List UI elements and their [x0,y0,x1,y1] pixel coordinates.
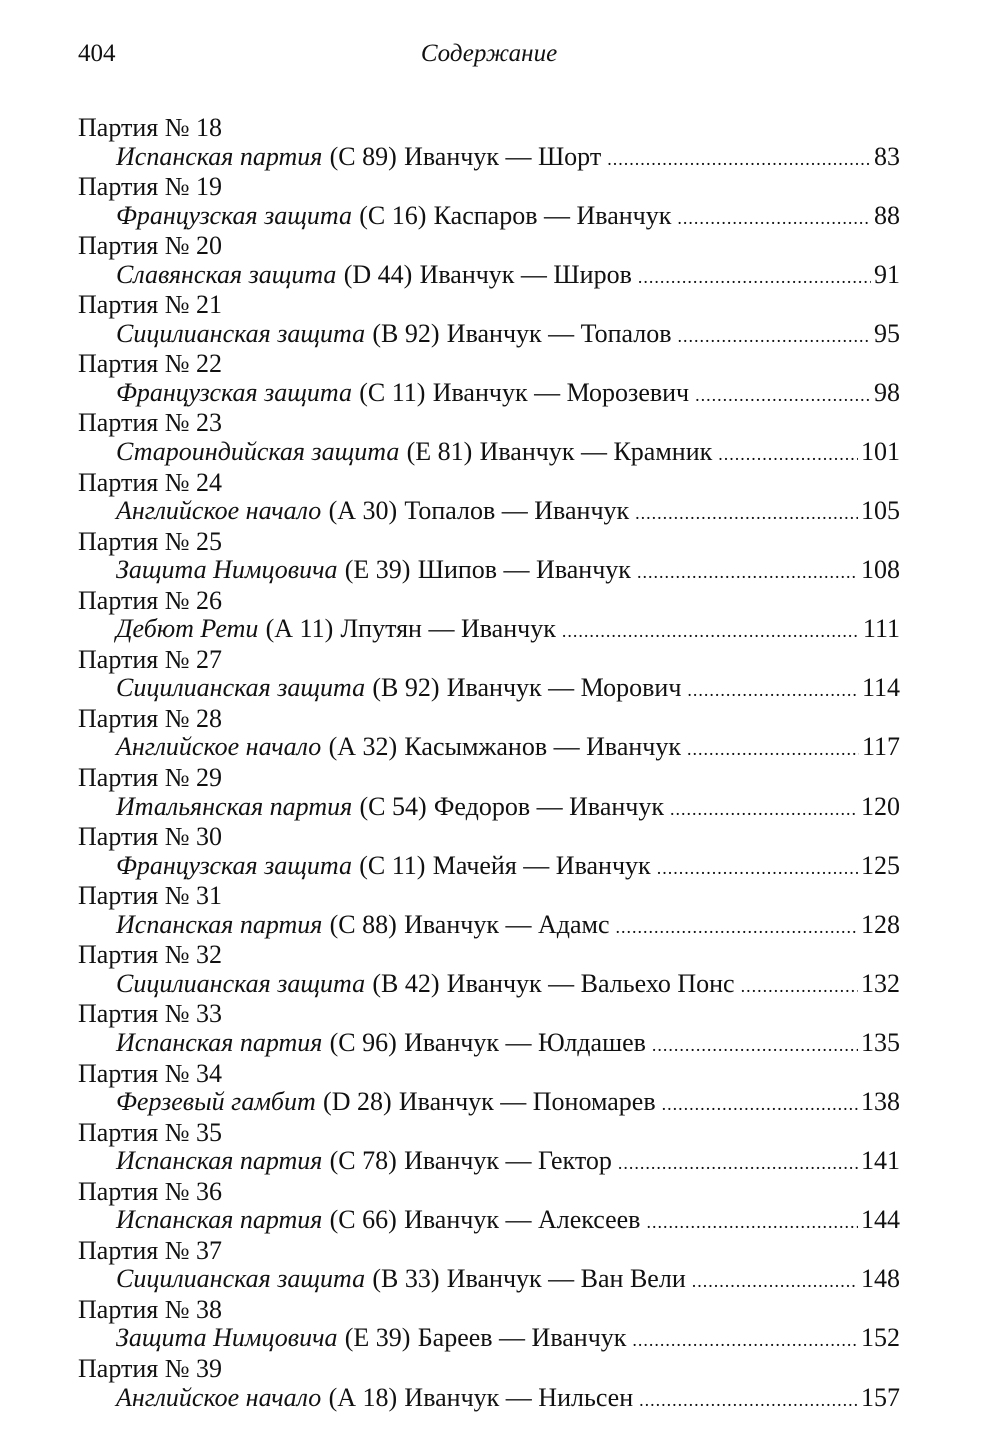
eco-code: (В 33) [372,1264,440,1294]
running-title: Содержание [420,40,558,67]
game-heading: Партия № 38 [78,1294,223,1324]
page-number: 404 [78,40,116,67]
toc-entry [78,173,900,232]
toc-entry [78,1000,900,1059]
players: Федоров — Иванчук [433,791,665,821]
eco-code: (А 18) [328,1382,398,1412]
players: Иванчук — Адамс [404,909,610,939]
game-line[interactable] [78,1088,900,1119]
players: Иванчук — Алексеев [404,1205,641,1235]
dot-leader [638,263,871,292]
game-line[interactable] [78,793,900,824]
eco-code: (D 28) [323,1087,392,1117]
game-line[interactable] [78,1029,900,1060]
toc-entry [78,1060,900,1119]
page-reference: 128 [861,909,900,939]
toc-entry [78,1296,900,1355]
toc-entry [78,646,900,705]
dot-leader [657,854,858,883]
game-heading: Партия № 36 [78,1176,223,1206]
opening-name: Итальянская партия [116,791,353,821]
opening-name: Защита Нимцовича [116,555,338,585]
players: Иванчук — Топалов [446,318,672,348]
page-reference: 125 [861,850,900,880]
players: Иванчук — Ван Вели [446,1264,686,1294]
game-line[interactable] [78,202,900,233]
eco-code: (А 30) [328,496,398,526]
game-line[interactable] [78,1265,900,1296]
dot-leader [635,499,858,528]
game-line[interactable] [78,1206,900,1237]
game-heading: Партия № 33 [78,999,223,1029]
page-reference: 135 [861,1027,900,1057]
page-reference: 88 [874,200,900,230]
players: Иванчук — Гектор [404,1146,612,1176]
toc-entry [78,823,900,882]
table-of-contents [78,114,900,1414]
eco-code: (С 11) [359,850,426,880]
game-line[interactable] [78,556,900,587]
game-heading: Партия № 32 [78,940,223,970]
dot-leader [687,676,859,705]
eco-code: (А 11) [265,614,334,644]
opening-name: Испанская партия [116,1027,323,1057]
opening-name: Испанская партия [116,141,323,171]
page-reference: 148 [861,1264,900,1294]
opening-name: Испанская партия [116,1146,323,1176]
game-line[interactable] [78,674,900,705]
dot-leader [618,1149,858,1178]
toc-entry [78,114,900,173]
game-heading: Партия № 23 [78,408,223,438]
dot-leader [632,1326,858,1355]
eco-code: (С 88) [329,909,397,939]
eco-code: (Е 81) [406,437,473,467]
dot-leader [670,795,858,824]
opening-name: Испанская партия [116,909,323,939]
opening-name: Испанская партия [116,1205,323,1235]
opening-name: Ферзевый гамбит [116,1087,316,1117]
eco-code: (В 92) [372,318,440,348]
players: Каспаров — Иванчук [433,200,672,230]
game-heading: Партия № 29 [78,763,223,793]
dot-leader [639,1386,858,1415]
players: Иванчук — Морович [446,673,682,703]
game-heading: Партия № 19 [78,172,223,202]
game-line[interactable] [78,379,900,410]
toc-entry [78,291,900,350]
eco-code: (В 42) [372,968,440,998]
page-reference: 105 [861,496,900,526]
game-line[interactable] [78,1384,900,1415]
eco-code: (Е 39) [344,555,411,585]
page-reference: 108 [861,555,900,585]
opening-name: Французская защита [116,200,352,230]
dot-leader [692,1267,858,1296]
game-line[interactable] [78,497,900,528]
players: Иванчук — Широв [419,259,632,289]
players: Шипов — Иванчук [417,555,631,585]
eco-code: (А 32) [328,732,398,762]
eco-code: (С 78) [329,1146,397,1176]
opening-name: Славянская защита [116,259,337,289]
game-heading: Партия № 37 [78,1235,223,1265]
eco-code: (Е 39) [344,1323,411,1353]
page-reference: 83 [874,141,900,171]
opening-name: Английское начало [116,1382,322,1412]
page-reference: 138 [861,1087,900,1117]
game-heading: Партия № 20 [78,231,223,261]
toc-entry [78,764,900,823]
game-heading: Партия № 18 [78,113,223,142]
eco-code: (С 11) [359,377,426,407]
toc-entry [78,232,900,291]
page-reference: 157 [861,1382,900,1412]
toc-entry [78,1119,900,1178]
game-heading: Партия № 30 [78,822,223,852]
game-line[interactable] [78,1147,900,1178]
toc-entry [78,528,900,587]
eco-code: (С 66) [329,1205,397,1235]
game-heading: Партия № 27 [78,644,223,674]
players: Касымжанов — Иванчук [404,732,681,762]
page-reference: 114 [861,673,900,703]
players: Иванчук — Морозевич [432,377,690,407]
dot-leader [646,1208,858,1237]
eco-code: (С 54) [359,791,427,821]
opening-name: Сицилианская защита [116,318,366,348]
eco-code: (В 92) [372,673,440,703]
game-line[interactable] [78,970,900,1001]
game-heading: Партия № 24 [78,467,223,497]
game-heading: Партия № 35 [78,1117,223,1147]
toc-entry [78,469,900,528]
players: Бареев — Иванчук [417,1323,627,1353]
page-reference: 144 [861,1205,900,1235]
dot-leader [616,913,859,942]
game-line[interactable] [78,615,900,646]
opening-name: Сицилианская защита [116,968,366,998]
toc-entry [78,882,900,941]
toc-entry [78,1355,900,1414]
toc-entry [78,409,900,468]
game-heading: Партия № 28 [78,703,223,733]
players: Иванчук — Крамник [479,437,713,467]
game-line[interactable] [78,1324,900,1355]
opening-name: Французская защита [116,377,352,407]
page-reference: 117 [861,732,900,762]
players: Лпутян — Иванчук [340,614,556,644]
game-line[interactable] [78,852,900,883]
toc-entry [78,705,900,764]
game-heading: Партия № 26 [78,585,223,615]
page-reference: 152 [861,1323,900,1353]
players: Иванчук — Пономарев [398,1087,656,1117]
players: Иванчук — Вальехо Понс [446,968,735,998]
page-reference: 141 [861,1146,900,1176]
game-heading: Партия № 25 [78,526,223,556]
opening-name: Дебют Рети [116,614,259,644]
page-reference: 98 [874,377,900,407]
opening-name: Французская защита [116,850,352,880]
page-reference: 91 [874,259,900,289]
toc-entry [78,1237,900,1296]
dot-leader [741,972,858,1001]
eco-code: (С 89) [329,141,397,171]
toc-entry [78,587,900,646]
dot-leader [662,1090,858,1119]
dot-leader [718,440,858,469]
game-heading: Партия № 31 [78,881,223,911]
opening-name: Сицилианская защита [116,1264,366,1294]
page-reference: 132 [861,968,900,998]
toc-entry [78,350,900,409]
toc-entry [78,941,900,1000]
opening-name: Сицилианская защита [116,673,366,703]
game-line[interactable] [78,438,900,469]
game-line[interactable] [78,320,900,351]
page-header [78,40,900,74]
dot-leader [687,735,859,764]
page-reference: 95 [874,318,900,348]
opening-name: Защита Нимцовича [116,1323,338,1353]
opening-name: Английское начало [116,496,322,526]
players: Иванчук — Шорт [404,141,602,171]
opening-name: Староиндийская защита [116,437,400,467]
dot-leader [652,1031,858,1060]
players: Иванчук — Юлдашев [404,1027,646,1057]
opening-name: Английское начало [116,732,322,762]
game-line[interactable] [78,261,900,292]
dot-leader [562,617,860,646]
dot-leader [678,322,871,351]
eco-code: (С 96) [329,1027,397,1057]
dot-leader [695,381,871,410]
dot-leader [677,204,871,233]
page-reference: 111 [862,614,900,644]
game-heading: Партия № 21 [78,290,223,320]
game-heading: Партия № 39 [78,1353,223,1383]
page-reference: 101 [861,437,900,467]
players: Топалов — Иванчук [404,496,630,526]
players: Мачейя — Иванчук [432,850,651,880]
dot-leader [637,558,858,587]
players: Иванчук — Нильсен [404,1382,634,1412]
eco-code: (D 44) [343,259,413,289]
eco-code: (С 16) [359,200,427,230]
game-line[interactable] [78,143,900,174]
dot-leader [607,145,871,174]
toc-entry [78,1178,900,1237]
game-line[interactable] [78,733,900,764]
game-heading: Партия № 34 [78,1058,223,1088]
page-reference: 120 [861,791,900,821]
game-heading: Партия № 22 [78,349,223,379]
game-line[interactable] [78,911,900,942]
